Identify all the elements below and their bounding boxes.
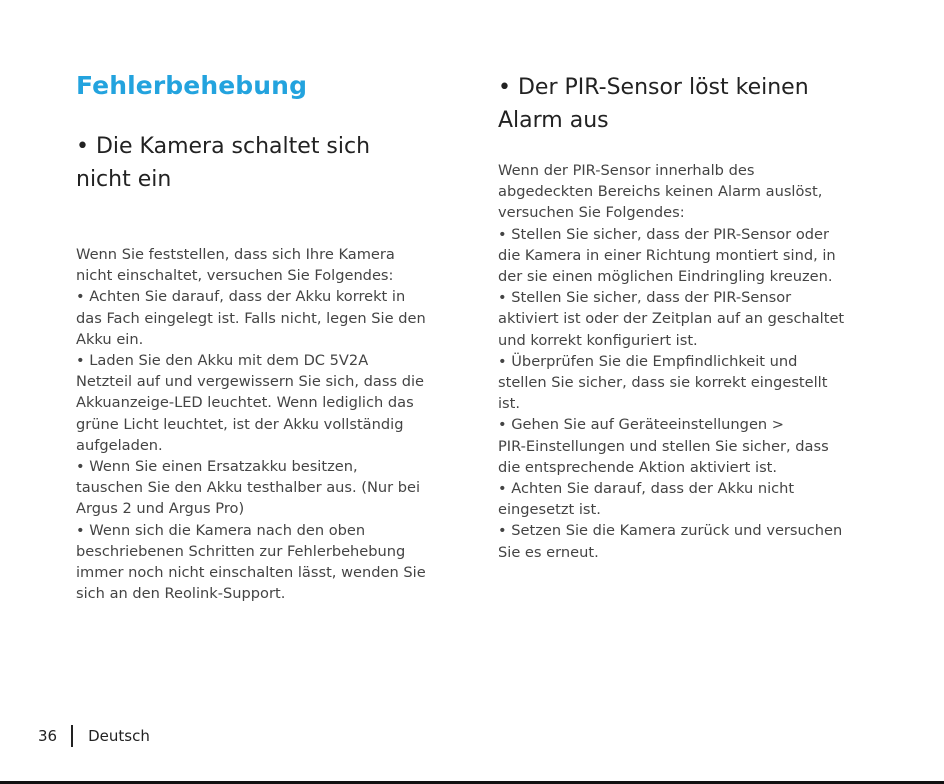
right-paragraph: • Achten Sie darauf, dass der Akku nicht eingesetzt ist.: [498, 480, 795, 519]
right-section-body: [498, 160, 844, 563]
page-title: Fehlerbehebung: [76, 71, 308, 100]
right-paragraph: • Setzen Sie die Kamera zurück und versuchen Sie es erneut.: [498, 522, 843, 561]
footer-divider: [71, 725, 73, 747]
left-paragraph: • Wenn sich die Kamera nach den oben beschriebenen Schritten zur Fehlerbehebung immer noch nicht einschalten lässt, wenden Sie sich an den Reolink-Support.: [76, 521, 426, 603]
left-section-body: [76, 244, 426, 604]
right-paragraph: • Überprüfen Sie die Empfindlichkeit und stellen Sie sicher, dass sie korrekt eingestellt ist.: [498, 352, 828, 413]
page-footer: [38, 724, 150, 748]
page-number: 36: [38, 727, 58, 745]
right-paragraph: • Stellen Sie sicher, dass der PIR-Sensor oder die Kamera in einer Richtung montiert sind, in der sie einen möglichen Eindringling kreuzen.: [498, 225, 836, 286]
left-paragraph: • Achten Sie darauf, dass der Akku korrekt in das Fach eingelegt ist. Falls nicht, legen Sie den Akku ein.: [76, 288, 426, 348]
right-paragraph: Wenn der PIR-Sensor innerhalb des abgedeckten Bereichs keinen Alarm auslöst, versuchen Sie Folgendes:: [498, 162, 823, 222]
left-paragraph: • Wenn Sie einen Ersatzakku besitzen, tauschen Sie den Akku testhalber aus. (Nur bei Argus 2 und Argus Pro): [76, 458, 421, 518]
left-paragraph: Wenn Sie feststellen, dass sich Ihre Kamera nicht einschaltet, versuchen Sie Folgendes:: [76, 246, 395, 285]
right-paragraph: • Stellen Sie sicher, dass der PIR-Sensor aktiviert ist oder der Zeitplan auf an geschaltet und korrekt konfiguriert ist.: [498, 289, 845, 349]
right-section-heading: • Der PIR-Sensor löst keinen Alarm aus: [498, 75, 809, 133]
footer-language: Deutsch: [88, 727, 150, 745]
right-paragraph: • Gehen Sie auf Geräteeinstellungen > PIR-Einstellungen und stellen Sie sicher, dass die entsprechende Aktion aktiviert ist.: [498, 416, 829, 476]
left-section-heading: • Die Kamera schaltet sich nicht ein: [76, 134, 371, 192]
left-paragraph: • Laden Sie den Akku mit dem DC 5V2A Netzteil auf und vergewissern Sie sich, dass die Akkuanzeige-LED leuchtet. Wenn lediglich das grüne Licht leuchtet, ist der Akku vollständig aufgeladen.: [76, 352, 424, 454]
